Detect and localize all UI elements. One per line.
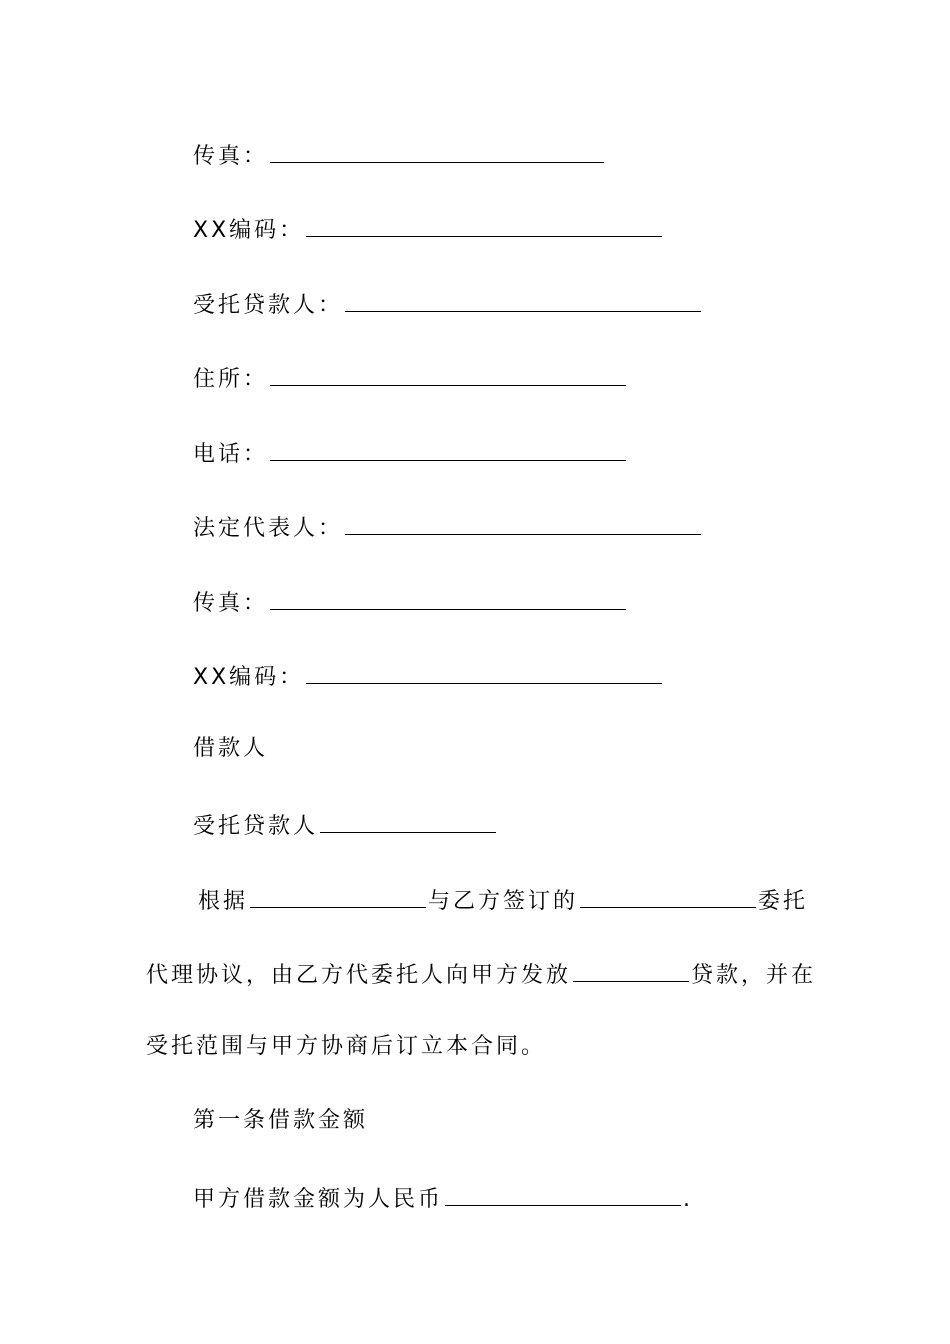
postcode-label-2: XX编码： <box>193 665 305 690</box>
address-blank <box>270 361 626 386</box>
paragraph-text-2b: 贷款，并在 <box>691 963 817 988</box>
postcode-line <box>193 212 664 246</box>
paragraph-text-3: 受托范围与甲方协商后订立本合同。 <box>146 1034 547 1059</box>
postcode-label: XX编码： <box>193 218 305 243</box>
fax-label-2: 传真： <box>193 591 269 616</box>
paragraph-text-2a: 代理协议，由乙方代委托人向甲方发放 <box>146 963 572 988</box>
phone-label: 电话： <box>193 442 269 467</box>
address-line <box>193 361 628 395</box>
fax-label: 传真： <box>193 144 269 169</box>
postcode-line-2 <box>193 659 664 693</box>
article-1-text <box>193 1181 693 1215</box>
postcode-blank <box>306 212 662 237</box>
fax-blank-2 <box>270 585 626 610</box>
paragraph-text-1a: 根据 <box>198 889 249 914</box>
article-1-body: 甲方借款金额为人民币 <box>193 1187 444 1212</box>
article-1-end: . <box>683 1187 694 1212</box>
article-1-title-text: 第一条借款金额 <box>193 1108 369 1133</box>
agreement-blank <box>580 883 756 908</box>
paragraph-text-1b: 与乙方签订的 <box>428 889 579 914</box>
postcode-blank-2 <box>306 659 662 684</box>
loan-type-blank <box>573 957 689 982</box>
lender-trustee-blank <box>345 287 701 312</box>
lender-trustee-line <box>193 287 703 321</box>
fax-blank <box>270 138 604 163</box>
legal-rep-line <box>193 510 703 544</box>
party-blank <box>250 883 426 908</box>
fax-line <box>193 138 606 172</box>
address-label: 住所： <box>193 367 269 392</box>
paragraph-line-1 <box>198 883 808 917</box>
paragraph-line-3 <box>146 1032 546 1062</box>
paragraph-line-2 <box>146 957 816 991</box>
trustee-blank <box>320 808 496 833</box>
legal-rep-blank <box>345 510 701 535</box>
paragraph-text-1c: 委托 <box>758 889 809 914</box>
trustee-label: 受托贷款人 <box>193 814 319 839</box>
article-1-title <box>193 1106 368 1136</box>
phone-blank <box>270 436 626 461</box>
phone-line <box>193 436 628 470</box>
borrower-label: 借款人 <box>193 736 269 761</box>
borrower-line <box>193 734 268 764</box>
legal-rep-label: 法定代表人： <box>193 516 344 541</box>
amount-blank <box>445 1181 681 1206</box>
fax-line-2 <box>193 585 628 619</box>
trustee-line <box>193 808 498 842</box>
lender-trustee-label: 受托贷款人： <box>193 293 344 318</box>
